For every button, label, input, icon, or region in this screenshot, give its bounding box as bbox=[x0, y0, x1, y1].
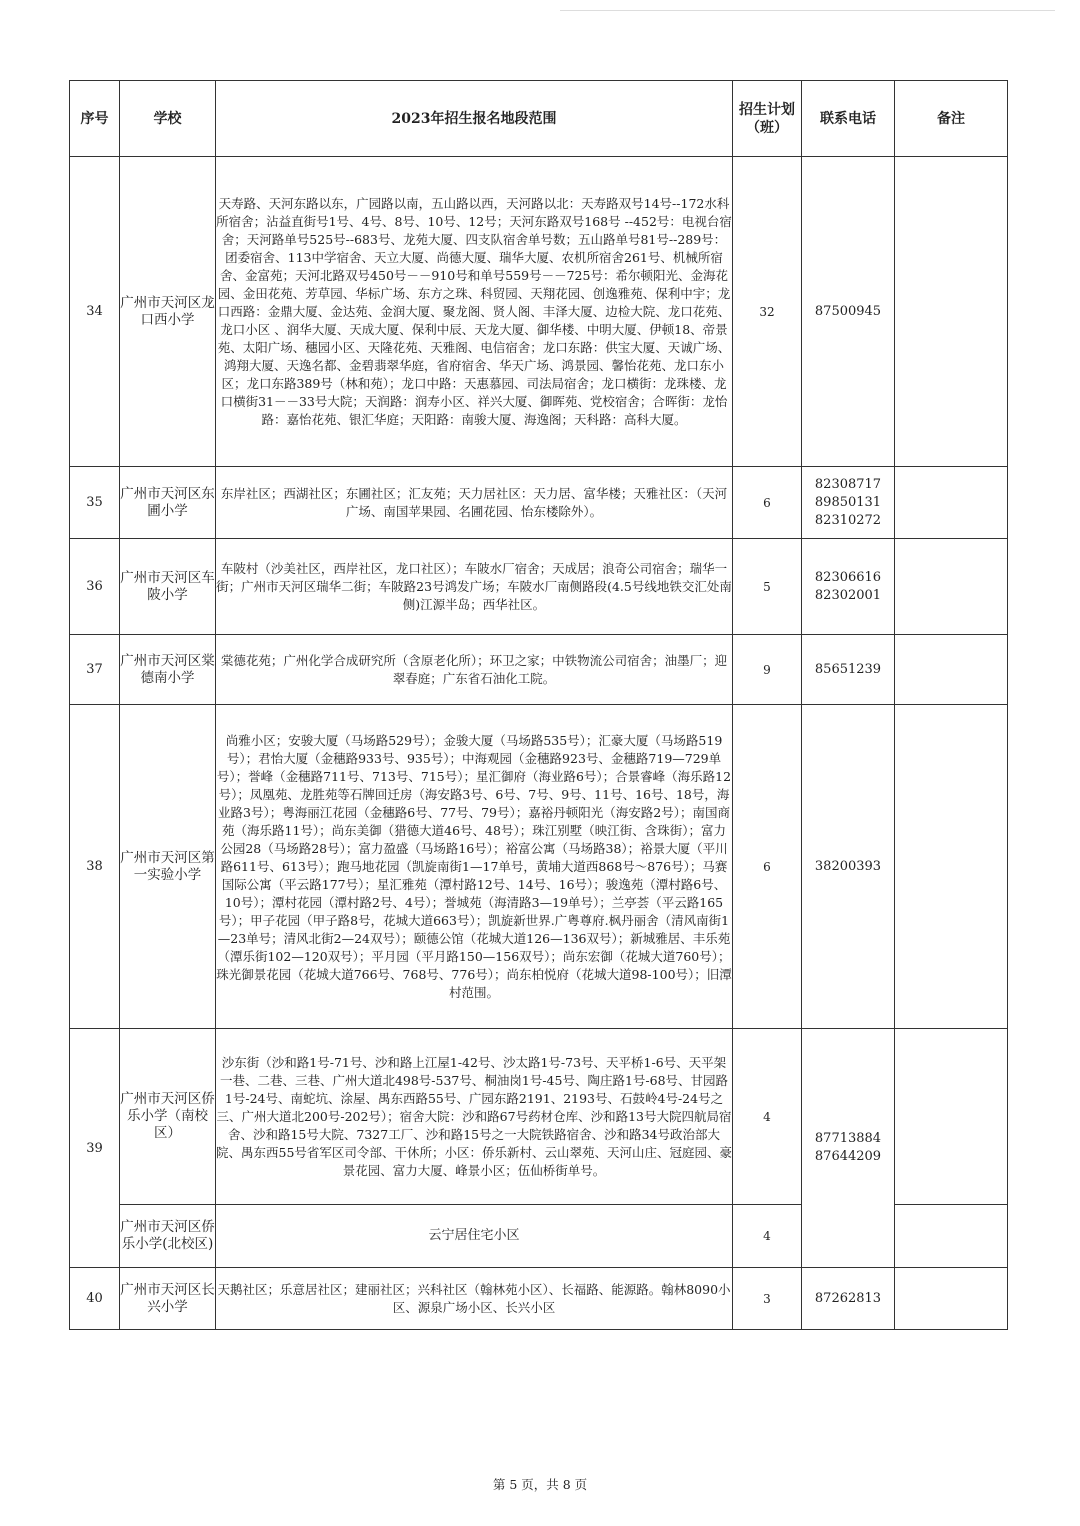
table-header-row bbox=[70, 81, 1008, 157]
row-seq: 39 bbox=[70, 1029, 120, 1268]
row-seq: 40 bbox=[70, 1268, 120, 1330]
row-range: 沙东街（沙和路1号-71号、沙和路上江屋1-42号、沙太路1号-73号、天平桥1-6号、天平架一巷、二巷、三巷、广州大道北498号-537号、桐油岗1号-45号、陶庄路1号-68号、甘园路1号-24号、南蛇坑、涂屋、禺东西路55号、广园东路2191、2193号、石鼓岭4号-24号之三、广州大道北200号-202号）；宿舍大院：沙和路67号药材仓库、沙和路13号大院四航局宿舍、沙和路15号大院、7327工厂、沙和路15号之一大院铁路宿舍、沙和路34号政治部大院、禺东西55号省军区司令部、干休所；小区：侨乐新村、云山翠苑、天河山庄、冠庭园、豪景花园、富力大厦、峰景小区；伍仙桥街单号。 bbox=[216, 1029, 733, 1205]
table-row bbox=[70, 467, 1008, 539]
page-footer: 第 5 页，共 8 页 bbox=[492, 1477, 588, 1492]
table-row bbox=[70, 539, 1008, 635]
row-plan: 6 bbox=[733, 705, 802, 1029]
row-seq: 38 bbox=[70, 705, 120, 1029]
row-range: 天寿路、天河东路以东，广园路以南，五山路以西，天河路以北：天寿路双号14号--172水科所宿舍；沾益直街号1号、4号、8号、10号、12号；天河东路双号168号 --452号：电视台宿舍；天河路单号525号--683号、龙苑大厦、四支队宿舍单号数；五山路单号81号--289号：团委宿舍、113中学宿舍、天立大厦、尚德大厦、瑞华大厦、农机所宿舍261号、机械所宿舍、金富苑；天河北路双号450号－－910号和单号559号－－725号：希尔顿阳光、金海花园、金田花苑、芳草园、华标广场、东方之珠、科贸园、天翔花园、创逸雅苑、保利中宇；龙口西路：金鼎大厦、金达苑、金润大厦、聚龙阁、贤人阁、丰泽大厦、边检大院、龙口花苑、龙口小区 、润华大厦、天成大厦、保利中辰、天龙大厦、御华楼、中明大厦、伊顿18、帝景苑、太阳广场、穗园小区、天隆花苑、天雅阁、电信宿舍；龙口东路：供宝大厦、天诚广场、鸿翔大厦、天逸名都、金碧翡翠华庭，省府宿舍、华天广场、鸿景园、馨怡花苑、龙口东小区；龙口东路389号（林和苑）；龙口中路：天惠慕园、司法局宿舍；龙口横街：龙珠楼、龙口横街31－－33号大院；天润路：润寿小区、祥兴大厦、御晖苑、党校宿舍；合晖街：龙怡路：嘉怡花苑、银汇华庭；天阳路：南骏大厦、海逸阁；天科路：高科大厦。 bbox=[216, 157, 733, 467]
row-school: 广州市天河区车陂小学 bbox=[120, 539, 216, 635]
table-row bbox=[70, 705, 1008, 1029]
row-note bbox=[895, 467, 1008, 539]
row-range: 云宁居住宅小区 bbox=[216, 1205, 733, 1268]
row-note bbox=[895, 1029, 1008, 1205]
row-phone: 82308717 89850131 82310272 bbox=[802, 467, 895, 539]
row-seq: 34 bbox=[70, 157, 120, 467]
row-plan: 9 bbox=[733, 635, 802, 705]
header-seq: 序号 bbox=[70, 81, 120, 157]
row-seq: 37 bbox=[70, 635, 120, 705]
row-range: 东岸社区；西湖社区；东圃社区；汇友苑；天力居社区：天力居、富华楼；天雅社区：（天河广场、南国苹果园、名圃花园、怡东楼除外）。 bbox=[216, 467, 733, 539]
row-school: 广州市天河区第一实验小学 bbox=[120, 705, 216, 1029]
header-range: 2023年招生报名地段范围 bbox=[216, 81, 733, 157]
row-phone: 87500945 bbox=[802, 157, 895, 467]
row-range: 棠德花苑；广州化学合成研究所（含原老化所）；环卫之家；中铁物流公司宿舍；油墨厂；迎翠春庭；广东省石油化工院。 bbox=[216, 635, 733, 705]
row-range: 尚雅小区；安骏大厦（马场路529号）；金骏大厦（马场路535号）；汇豪大厦（马场路519号）；君怡大厦（金穗路933号、935号）；中海观园（金穗路923号、金穗路719—729单号）；誉峰（金穗路711号、713号、715号）；星汇御府（海业路6号）；合景睿峰（海乐路12号）；凤凰苑、龙胜苑等石牌回迁房（海安路3号、6号、7号、9号、11号、16号、18号，海业路3号）；粤海丽江花园（金穗路6号、77号、79号）；嘉裕丹顿阳光（海安路2号）；南国商苑（海乐路11号）；尚东美御（猎德大道46号、48号）；珠江别墅（映江街、含珠街）；富力公园28（马场路28号）；富力盈盛（马场路16号）；裕富公寓（马场路38）；裕景大厦（平川路611号、613号）；跑马地花园（凯旋南街1—17单号，黄埔大道西868号～876号）；马赛国际公寓（平云路177号）；星汇雅苑（潭村路12号、14号、16号）；骏逸苑（潭村路6号、10号）；潭村花园（潭村路2号、4号）；誉城苑（海清路3—19单号）；兰亭荟（平云路165号）；甲子花园（甲子路8号，花城大道663号）；凯旋新世界.广粤尊府.枫丹丽舍（清风南街1—23单号；清风北街2—24双号）；颐德公馆（花城大道126—136双号）；新城雅居、丰乐苑（潭乐街102—120双号）；平月园（平月路150—156双号）；尚东宏御（花城大道760号）；珠光御景花园（花城大道766号、768号、776号）；尚东柏悦府（花城大道98-100号）；旧潭村范围。 bbox=[216, 705, 733, 1029]
row-note bbox=[895, 1268, 1008, 1330]
row-phone: 87262813 bbox=[802, 1268, 895, 1330]
row-plan: 4 bbox=[733, 1029, 802, 1205]
row-plan: 4 bbox=[733, 1205, 802, 1268]
row-seq: 36 bbox=[70, 539, 120, 635]
header-plan: 招生计划 （班） bbox=[733, 81, 802, 157]
row-note bbox=[895, 1205, 1008, 1268]
row-school: 广州市天河区侨乐小学（南校区） bbox=[120, 1029, 216, 1205]
row-seq: 35 bbox=[70, 467, 120, 539]
row-phone: 87713884 87644209 bbox=[802, 1029, 895, 1268]
row-range: 天鹅社区；乐意居社区；建丽社区；兴科社区（翰林苑小区）、长福路、能源路。翰林8090小区、源泉广场小区、长兴小区 bbox=[216, 1268, 733, 1330]
row-note bbox=[895, 635, 1008, 705]
row-school: 广州市天河区棠德南小学 bbox=[120, 635, 216, 705]
row-plan: 3 bbox=[733, 1268, 802, 1330]
table-row bbox=[70, 1029, 1008, 1205]
row-school: 广州市天河区东圃小学 bbox=[120, 467, 216, 539]
table-row bbox=[70, 635, 1008, 705]
top-rule bbox=[560, 10, 1055, 11]
enrollment-table bbox=[69, 80, 1008, 1330]
row-plan: 6 bbox=[733, 467, 802, 539]
row-note bbox=[895, 157, 1008, 467]
row-phone: 82306616 82302001 bbox=[802, 539, 895, 635]
row-plan: 5 bbox=[733, 539, 802, 635]
row-phone: 38200393 bbox=[802, 705, 895, 1029]
table-row bbox=[70, 157, 1008, 467]
row-range: 车陂村（沙美社区，西岸社区，龙口社区）；车陂水厂宿舍；天成居；浪奇公司宿舍；瑞华一街；广州市天河区瑞华二街；车陂路23号鸿发广场；车陂水厂南侧路段(4.5号线地铁交汇处南侧)江源半岛；西华社区。 bbox=[216, 539, 733, 635]
row-note bbox=[895, 705, 1008, 1029]
header-note: 备注 bbox=[895, 81, 1008, 157]
row-school: 广州市天河区龙口西小学 bbox=[120, 157, 216, 467]
header-phone: 联系电话 bbox=[802, 81, 895, 157]
header-school: 学校 bbox=[120, 81, 216, 157]
row-note bbox=[895, 539, 1008, 635]
row-school: 广州市天河区侨乐小学(北校区) bbox=[120, 1205, 216, 1268]
table-row bbox=[70, 1268, 1008, 1330]
row-phone: 85651239 bbox=[802, 635, 895, 705]
row-school: 广州市天河区长兴小学 bbox=[120, 1268, 216, 1330]
row-plan: 32 bbox=[733, 157, 802, 467]
